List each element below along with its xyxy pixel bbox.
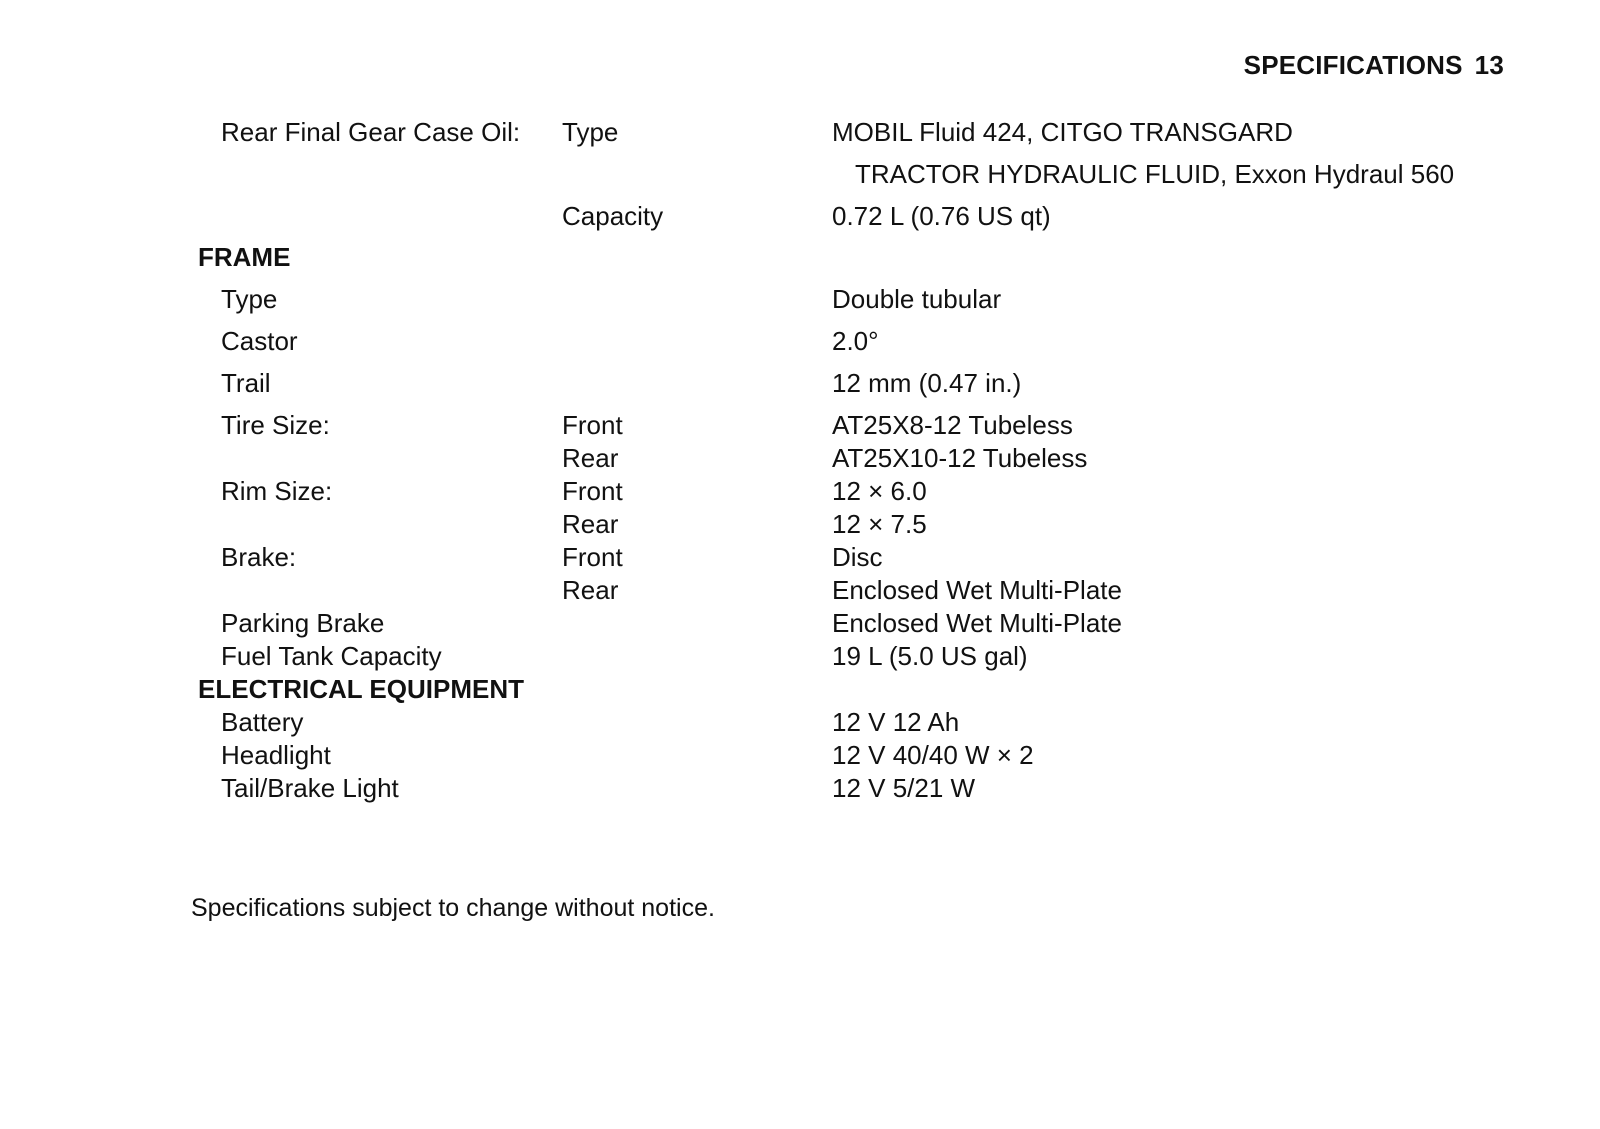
headlight-value: 12 V 40/40 W × 2	[832, 740, 1034, 770]
tire-front-label: Front	[562, 410, 623, 440]
battery-label: Battery	[221, 707, 304, 737]
gear-oil-type-label: Type	[562, 117, 619, 147]
tire-front-value: AT25X8-12 Tubeless	[832, 410, 1073, 440]
tail-brake-light-value: 12 V 5/21 W	[832, 773, 976, 803]
tire-rear-value: AT25X10-12 Tubeless	[832, 443, 1088, 473]
rim-front-label: Front	[562, 476, 623, 506]
footer-note: Specifications subject to change without notice.	[191, 894, 715, 922]
headlight-label: Headlight	[221, 740, 331, 770]
trail-value: 12 mm (0.47 in.)	[832, 368, 1022, 398]
rim-rear-label: Rear	[562, 509, 619, 539]
parking-brake-value: Enclosed Wet Multi-Plate	[832, 608, 1122, 638]
section-title: SPECIFICATIONS	[1243, 50, 1463, 80]
page-header	[1244, 50, 1504, 81]
frame-type-value: Double tubular	[832, 284, 1002, 314]
page-number: 13	[1474, 50, 1504, 80]
parking-brake-label: Parking Brake	[221, 608, 385, 638]
gear-oil-label: Rear Final Gear Case Oil:	[221, 117, 521, 147]
gear-oil-type-value-line1: MOBIL Fluid 424, CITGO TRANSGARD	[832, 117, 1293, 147]
fuel-tank-label: Fuel Tank Capacity	[221, 641, 442, 671]
gear-oil-capacity-value: 0.72 L (0.76 US qt)	[832, 201, 1051, 231]
rim-front-value: 12 × 6.0	[832, 476, 927, 506]
frame-heading: FRAME	[198, 242, 291, 272]
brake-rear-label: Rear	[562, 575, 619, 605]
brake-rear-value: Enclosed Wet Multi-Plate	[832, 575, 1122, 605]
brake-front-value: Disc	[832, 542, 883, 572]
rim-rear-value: 12 × 7.5	[832, 509, 927, 539]
electrical-heading: ELECTRICAL EQUIPMENT	[198, 674, 524, 704]
tire-rear-label: Rear	[562, 443, 619, 473]
castor-label: Castor	[221, 326, 298, 356]
gear-oil-type-value-line2: TRACTOR HYDRAULIC FLUID, Exxon Hydraul 560	[855, 159, 1455, 189]
gear-oil-capacity-label: Capacity	[562, 201, 664, 231]
brake-front-label: Front	[562, 542, 623, 572]
castor-value: 2.0°	[832, 326, 879, 356]
frame-type-label: Type	[221, 284, 278, 314]
tail-brake-light-label: Tail/Brake Light	[221, 773, 399, 803]
trail-label: Trail	[221, 368, 271, 398]
fuel-tank-value: 19 L (5.0 US gal)	[832, 641, 1028, 671]
rim-size-label: Rim Size:	[221, 476, 333, 506]
tire-size-label: Tire Size:	[221, 410, 330, 440]
battery-value: 12 V 12 Ah	[832, 707, 960, 737]
brake-label: Brake:	[221, 542, 297, 572]
